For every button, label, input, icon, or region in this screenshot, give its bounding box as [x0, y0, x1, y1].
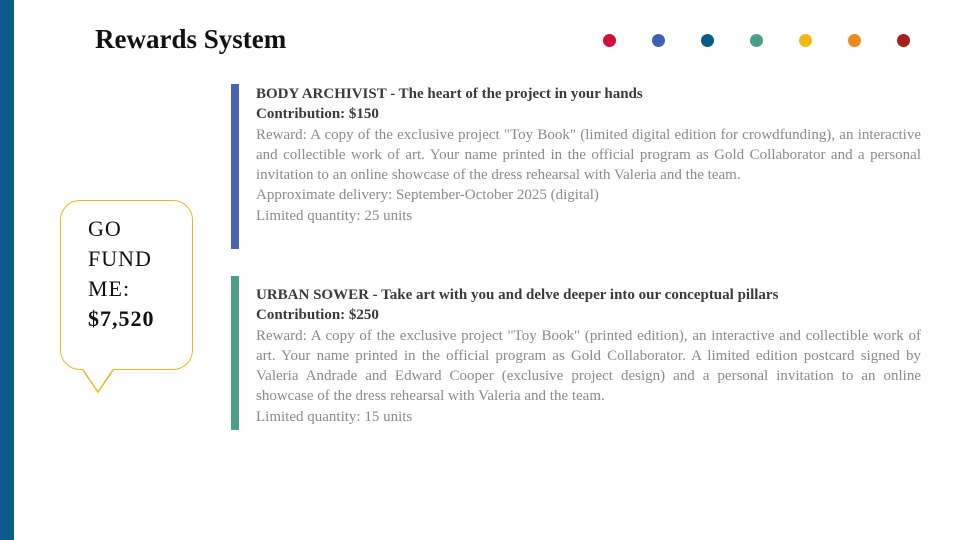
- reward-description: Reward: A copy of the exclusive project "Toy Book" (printed edition), an interactive and collectible work of art. Your name printed in the official program as Gold Collaborator. A limited edition postcard signed by Valeria Andrade and Edward Cooper (exclusive project design) and a personal invitation to an online showcase of the dress rehearsal with Valeria and the team.: [256, 327, 921, 405]
- bubble-tail: [82, 369, 116, 395]
- reward-quantity: Limited quantity: 25 units: [256, 207, 413, 224]
- reward-delivery: Approximate delivery: September-October 2025 (digital): [256, 187, 599, 204]
- reward-contribution: Contribution: $150: [256, 106, 379, 123]
- reward-description: Reward: A copy of the exclusive project "Toy Book" (limited digital edition for crowdfunding), an interactive and collectible work of art. Your name printed in the official program as Gold Collaborator and a personal invitation to an online showcase of the dress rehearsal with Valeria and the team.: [256, 126, 921, 184]
- reward-contribution: Contribution: $250: [256, 307, 379, 324]
- reward-card-bar: [231, 276, 239, 430]
- dot-teal: [750, 34, 763, 47]
- dot-dark-red: [897, 34, 910, 47]
- dot-red: [603, 34, 616, 47]
- gofundme-line2: FUND: [88, 246, 152, 271]
- gofundme-line1: GO: [88, 216, 122, 241]
- left-accent-bar: [0, 0, 14, 540]
- reward-card-bar: [231, 84, 239, 249]
- dot-navy: [701, 34, 714, 47]
- gofundme-line3: ME:: [88, 276, 131, 301]
- reward-title: BODY ARCHIVIST - The heart of the project in your hands: [256, 86, 643, 102]
- page-title: Rewards System: [95, 24, 287, 54]
- reward-card-urban-sower: [231, 276, 921, 430]
- reward-quantity: Limited quantity: 15 units: [256, 408, 413, 425]
- reward-card-body-archivist: [231, 84, 921, 249]
- gofundme-text: [88, 214, 188, 334]
- color-dots: [0, 34, 955, 48]
- dot-orange: [848, 34, 861, 47]
- dot-yellow: [799, 34, 812, 47]
- dot-blue: [652, 34, 665, 47]
- gofundme-amount: $7,520: [88, 306, 155, 331]
- reward-title: URBAN SOWER - Take art with you and delve deeper into our conceptual pillars: [256, 287, 779, 303]
